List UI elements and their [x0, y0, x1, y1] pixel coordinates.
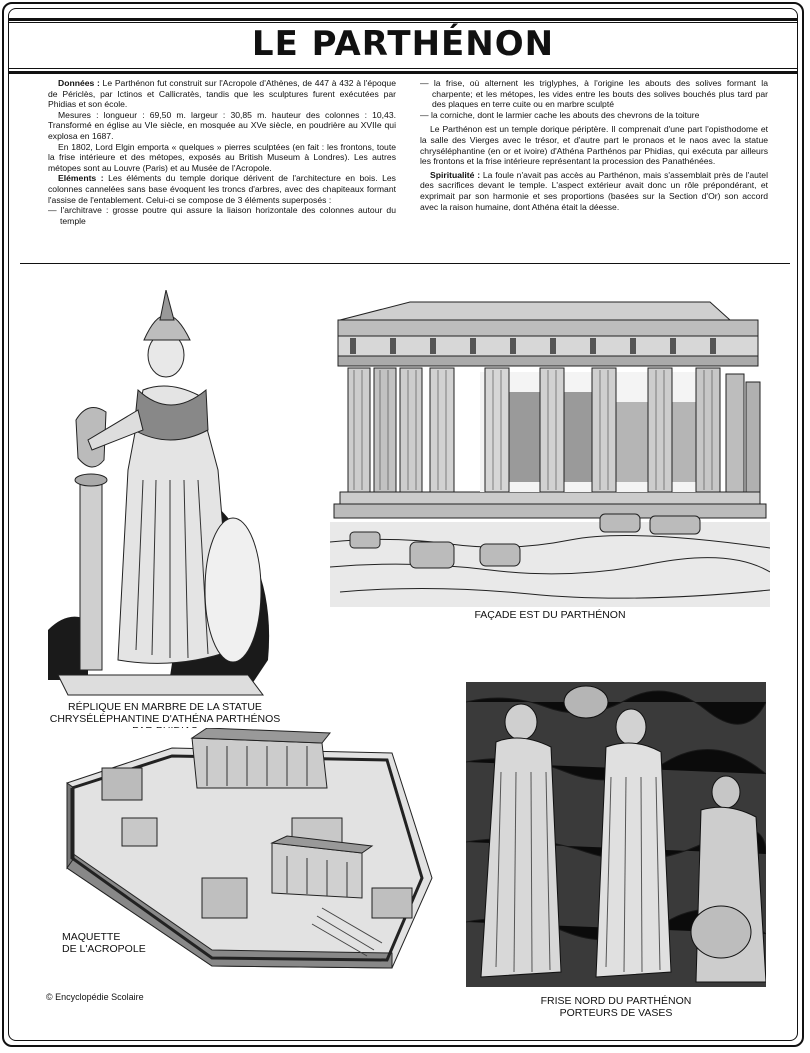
frise-nord-illustration — [466, 682, 766, 987]
caption-acropole — [62, 931, 182, 955]
section-divider — [20, 263, 790, 264]
item-frise: — la frise, où alternent les triglyphes, à l'origine les abouts des solives formant la charpente; et les métopes, les vides entre les bouts des solives bouchés plus tard par des plaques en terre cuite ou en marbre sculpté — [420, 78, 768, 110]
caption-acropole-line2: DE L'ACROPOLE — [62, 943, 146, 955]
title-rule-bottom-thin — [8, 68, 798, 69]
page-title: LE PARTHÉNON — [251, 24, 555, 64]
item-architrave: — l'architrave : grosse poutre qui assure la liaison horizontale des colonnes autour du temple — [48, 205, 396, 226]
paragraph-elements — [48, 173, 396, 205]
text-elements: Les éléments du temple dorique dérivent de l'architecture en bois. Les colonnes cannelées sans base évoquent les troncs d'arbres, avec des chapiteaux formant l'assise de l'entablement. Celui-ci se compose de 3 éléments superposés : — [48, 173, 396, 205]
caption-frise — [466, 995, 766, 1019]
text-column-right — [420, 78, 768, 212]
copyright-notice: © Encyclopédie Scolaire — [46, 992, 144, 1002]
title-rule-bottom — [8, 71, 798, 74]
caption-acropole-line1: MAQUETTE — [62, 931, 121, 943]
paragraph-donnees — [48, 78, 396, 110]
title-rule-top-thin — [8, 22, 798, 23]
label-donnees: Données : — [58, 78, 100, 88]
caption-frise-line1: FRISE NORD DU PARTHÉNON — [540, 995, 692, 1007]
caption-athena-line2: CHRYSÉLÉPHANTINE D'ATHÉNA PARTHÉNOS — [49, 713, 281, 725]
caption-frise-line2: PORTEURS DE VASES — [559, 1007, 673, 1019]
paragraph-spiritualite — [420, 170, 768, 212]
text-column-left — [48, 78, 396, 226]
paragraph-mesures: Mesures : longueur : 69,50 m. largeur : 30,85 m. hauteur des colonnes : 10,43. Transformé en église au VIe siècle, en mosquée au XVe siècle, en poudrière au XVIIe qui explosa en 1687. — [48, 109, 396, 141]
caption-athena-line1: RÉPLIQUE EN MARBRE DE LA STATUE — [68, 701, 262, 713]
paragraph-temple: Le Parthénon est un temple dorique périptère. Il comprenait d'une part l'opisthodome et la salle des Vierges avec le trésor, et d'autre part le pronaos et le naos avec la statue chryséléphantine (en or et ivoire) d'Athéna Parthénos par Phidias, qui exécuta par ailleurs les frontons et la frise intérieure représentant la procession des Panathénées. — [420, 124, 768, 167]
item-corniche: — la corniche, dont le larmier cache les abouts des chevrons de la toiture — [420, 109, 700, 120]
athena-statue-illustration — [48, 290, 278, 698]
label-spiritualite: Spiritualité : — [430, 169, 481, 180]
paragraph-elgin: En 1802, Lord Elgin emporta « quelques » pierres sculptées (en fait : les frontons, toute la frise intérieure et des métopes, exposés au British Museum à Londres). Les autres métopes sont au Louvre (Paris) et au Musée de l'Acropole. — [48, 141, 396, 173]
label-elements: Eléments : — [58, 173, 104, 184]
text-donnees: Le Parthénon fut construit sur l'Acropole d'Athènes, de 447 à 432 à l'époque de Périclès, par Ictinos et Callicratès, tandis que les sculptures furent exécutées par Phidias et son école. — [48, 78, 396, 110]
caption-facade: FAÇADE EST DU PARTHÉNON — [474, 609, 626, 621]
intro-text — [48, 78, 768, 254]
parthenon-facade-illustration — [330, 292, 770, 607]
title-bar — [8, 8, 798, 74]
text-spiritualite: La foule n'avait pas accès au Parthénon, mais s'assemblait près de l'autel des sacrifices devant le temple. L'aspect extérieur avait donc un rôle prépondérant, et exprimait par son harmonie et ses proportions (basées sur la Section d'Or) son accord avec la raison humaine, dont Athéna était la déesse. — [420, 169, 768, 212]
title-rule-top — [8, 18, 798, 21]
